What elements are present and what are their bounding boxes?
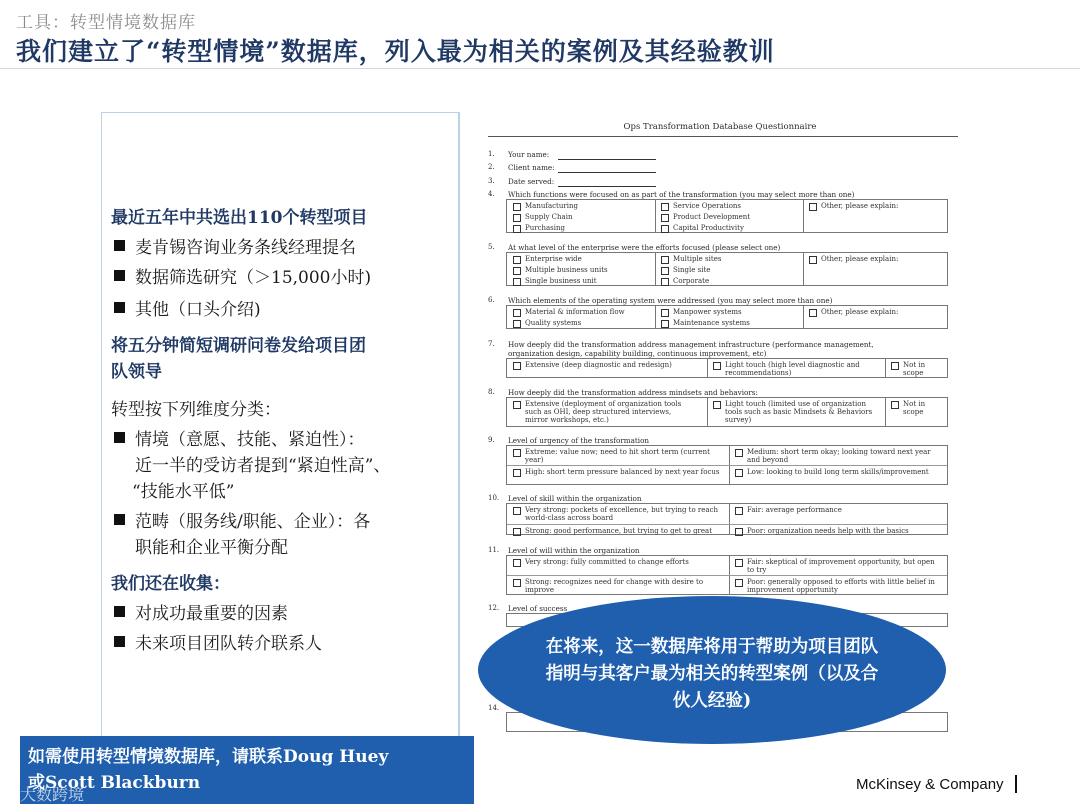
question-number: 12. (488, 604, 500, 612)
bullet-text: 麦肯锡咨询业务条线经理提名 (135, 238, 356, 258)
checkbox-option[interactable]: Low: looking to build long term skills/improvement (747, 468, 943, 476)
panel-heading-projects: 最近五年中共选出110个转型项目 (111, 208, 368, 228)
question-text: How deeply did the transformation address mindsets and behaviors: (508, 388, 758, 397)
callout-line: 指明与其客户最为相关的转型案例（以及合 (545, 664, 879, 684)
grid-divider (803, 306, 804, 328)
bullet-text: 情境（意愿、技能、紧迫性）： (135, 430, 365, 450)
questionnaire-title: Ops Transformation Database Questionnaire (623, 122, 817, 132)
bullet-item (111, 632, 322, 656)
option-grid (506, 252, 948, 286)
answer-line (558, 186, 656, 187)
question-text: How deeply did the transformation address management infrastructure (performance management, (508, 340, 874, 349)
grid-divider (507, 465, 947, 466)
bullet-square-icon (114, 270, 125, 281)
question-number: 6. (488, 296, 495, 304)
checkbox-option[interactable]: Very strong: pockets of excellence, but trying to reach world-class across board (525, 506, 721, 522)
checkbox-option[interactable]: Light touch (high level diagnostic and recommendations) (725, 361, 875, 377)
bullet-text: 范畴（服务线/职能、企业）：各 (135, 512, 371, 532)
answer-line (558, 172, 656, 173)
checkbox-option[interactable]: Multiple sites (673, 255, 722, 263)
bullet-square-icon (114, 432, 125, 443)
bullet-square-icon (114, 636, 125, 647)
checkbox-option[interactable]: Poor: organization needs help with the basics (747, 527, 943, 535)
question-number: 2. (488, 163, 495, 171)
question-number: 14. (488, 704, 500, 712)
option-grid (506, 358, 948, 378)
bullet-item (111, 266, 371, 290)
bullet-text-cont: “技能水平低” (132, 482, 235, 502)
question-number: 1. (488, 150, 495, 158)
grid-divider (507, 524, 947, 525)
panel-heading-collecting: 我们还在收集： (111, 574, 230, 594)
checkbox-option[interactable]: Fair: skeptical of improvement opportunity, but open to try (747, 558, 943, 574)
answer-line (558, 159, 656, 160)
grid-divider (707, 359, 708, 377)
checkbox-option[interactable]: Single site (673, 266, 711, 274)
question-text: Level of urgency of the transformation (508, 436, 650, 445)
option-grid (506, 445, 948, 485)
bullet-text-cont: 近一半的受访者提到“紧迫性高”、 (135, 456, 391, 476)
bullet-item (111, 236, 356, 260)
checkbox-option[interactable]: Service Operations (673, 202, 742, 210)
title-divider (0, 68, 1080, 69)
bullet-text-cont: 职能和企业平衡分配 (135, 538, 288, 558)
question-number: 3. (488, 177, 495, 185)
bullet-text: 其他（口头介绍) (135, 300, 261, 320)
panel-text-dimensions: 转型按下列维度分类： (111, 400, 281, 420)
watermark: ©大数跨境 (4, 785, 85, 804)
grid-divider (507, 575, 947, 576)
checkbox-option[interactable]: Product Development (673, 213, 751, 221)
checkbox-option[interactable]: Strong: recognizes need for change with desire to improve (525, 578, 721, 594)
option-grid (506, 397, 948, 427)
contact-text (28, 744, 468, 796)
callout-line: 伙人经验) (672, 691, 752, 711)
checkbox-option[interactable]: Manpower systems (673, 308, 742, 316)
bullet-item (111, 510, 370, 534)
checkbox-option[interactable]: Supply Chain (525, 213, 573, 221)
question-text: At what level of the enterprise were the efforts focused (please select one) (508, 243, 781, 252)
checkbox-option[interactable]: Capital Productivity (673, 224, 744, 232)
checkbox-option[interactable]: Corporate (673, 277, 710, 285)
grid-divider (885, 359, 886, 377)
checkbox-option[interactable]: Light touch (limited use of organization tools such as basic Mindsets & Behaviors survey) (725, 400, 875, 424)
question-text: Your name: (508, 150, 550, 159)
page-title: 我们建立了“转型情境”数据库，列入最为相关的案例及其经验教训 (16, 37, 775, 66)
checkbox-option[interactable]: Medium: short term okay; looking toward next year and beyond (747, 448, 943, 464)
bullet-square-icon (114, 606, 125, 617)
bullet-item (111, 428, 365, 452)
checkbox-option[interactable]: High: short term pressure balanced by next year focus (525, 468, 720, 476)
checkbox-option[interactable]: Poor: generally opposed to efforts with little belief in improvement opportunity (747, 578, 943, 594)
contact-line: 如需使用转型情境数据库，请联系Doug Huey (28, 747, 389, 767)
question-number: 10. (488, 494, 500, 502)
question-number: 4. (488, 190, 495, 198)
checkbox-option[interactable]: Not in scope (903, 361, 943, 377)
panel-heading-survey: 将五分钟简短调研问卷发给项目团 (111, 336, 366, 356)
grid-divider (707, 398, 708, 426)
question-number: 8. (488, 388, 495, 396)
checkbox-option[interactable]: Single business unit (525, 277, 597, 285)
checkbox-option[interactable]: Purchasing (525, 224, 565, 232)
checkbox-option[interactable]: Strong: good performance, but trying to get to great (525, 527, 725, 535)
grid-divider (803, 200, 804, 232)
option-grid (506, 305, 948, 329)
checkbox-option[interactable]: Multiple business units (525, 266, 608, 274)
question-number: 9. (488, 436, 495, 444)
bullet-item (111, 602, 288, 626)
callout-line: 在将来，这一数据库将用于帮助为项目团队 (545, 637, 879, 657)
question-number: 5. (488, 243, 495, 251)
question-text-cont: organization design, capability building, continuous improvement, etc) (508, 349, 767, 358)
question-text: Level of will within the organization (508, 546, 640, 555)
grid-divider (729, 504, 730, 534)
brand-divider (1015, 775, 1017, 793)
checkbox-option[interactable]: Other, please explain: (821, 255, 899, 263)
checkbox-option[interactable]: Very strong: fully committed to change efforts (525, 558, 721, 566)
grid-divider (655, 200, 656, 232)
checkbox-option[interactable]: Not in scope (903, 400, 943, 416)
checkbox-option[interactable]: Maintenance systems (673, 319, 750, 327)
question-number: 7. (488, 340, 495, 348)
checkbox-option[interactable]: Material & information flow (525, 308, 625, 316)
contact-line: 或Scott Blackburn (28, 773, 201, 793)
grid-divider (655, 306, 656, 328)
checkbox-option[interactable]: Other, please explain: (821, 308, 899, 316)
bullet-text: 对成功最重要的因素 (135, 604, 288, 624)
checkbox-option[interactable]: Extensive (deep diagnostic and redesign) (525, 361, 672, 369)
question-text: Client name: (508, 163, 555, 172)
question-text: Date served: (508, 177, 555, 186)
bullet-item (111, 298, 261, 322)
option-grid (506, 199, 948, 233)
question-text: Which functions were focused on as part of the transformation (you may select more than one) (508, 190, 855, 199)
question-text: Which elements of the operating system were addressed (you may select more than one) (508, 296, 833, 305)
callout-text (498, 634, 926, 715)
checkbox-option[interactable]: Other, please explain: (821, 202, 899, 210)
grid-divider (803, 253, 804, 285)
question-text: Level of skill within the organization (508, 494, 642, 503)
brand-name: McKinsey & Company (856, 776, 1004, 793)
bullet-square-icon (114, 302, 125, 313)
checkbox-option[interactable]: Extensive (deployment of organization tools such as OHI, deep structured interviews, mirror workshops, etc.) (525, 400, 695, 424)
panel-heading-survey-cont: 队领导 (111, 362, 162, 382)
checkbox-option[interactable]: Quality systems (525, 319, 582, 327)
checkbox-option[interactable]: Extreme: value now; need to hit short term (current year) (525, 448, 721, 464)
checkbox-option[interactable]: Manufacturing (525, 202, 578, 210)
checkbox-option[interactable]: Enterprise wide (525, 255, 582, 263)
checkbox-option[interactable]: Fair: average performance (747, 506, 943, 514)
option-grid (506, 503, 948, 535)
bullet-square-icon (114, 514, 125, 525)
question-number: 11. (488, 546, 500, 554)
tool-tag: 工具：转型情境数据库 (16, 13, 196, 33)
bullet-square-icon (114, 240, 125, 251)
option-grid (506, 555, 948, 595)
question-text: Level of success (508, 604, 568, 613)
bullet-text: 未来项目团队转介联系人 (135, 634, 322, 654)
grid-divider (885, 398, 886, 426)
questionnaire-rule (488, 136, 958, 137)
grid-divider (655, 253, 656, 285)
bullet-text: 数据筛选研究（＞15,000小时) (135, 268, 372, 288)
